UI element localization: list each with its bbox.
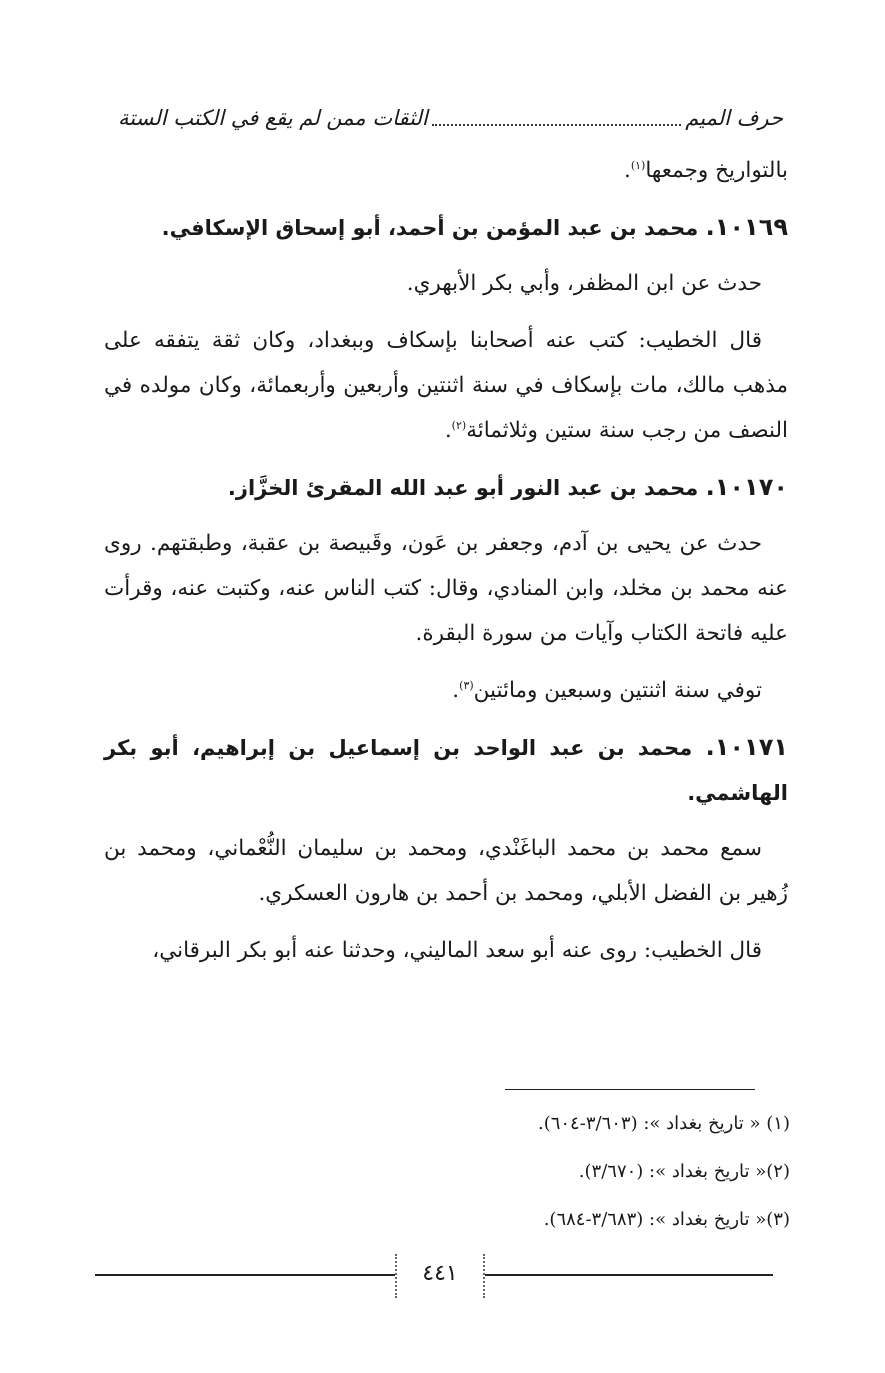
footnote-item: (٢)« تاريخ بغداد »: (٣/٦٧٠). xyxy=(578,1161,790,1182)
footnotes xyxy=(300,1100,790,1244)
footnote-ref: (٣) xyxy=(459,678,474,692)
entry-heading xyxy=(104,725,788,816)
entry-paragraph: قال الخطيب: روى عنه أبو سعد الماليني، وحدثنا عنه أبو بكر البرقاني، xyxy=(152,938,762,963)
footnote-ref: (٢) xyxy=(451,418,467,432)
entry-paragraph: حدث عن يحيى بن آدم، وجعفر بن عَون، وقَبيصة بن عقبة، وطبقتهم. روى عنه محمد بن مخلد، وابن المنادي، وقال: كتب الناس عنه، وكتبت عنه، وقرأت عليه فاتحة الكتاب وآيات من سورة البقرة. xyxy=(104,531,788,646)
entry-name: محمد بن عبد المؤمن بن أحمد، أبو إسحاق الإسكافي. xyxy=(161,216,699,240)
footnote-item: (١) « تاريخ بغداد »: (٣/٦٠٣-٦٠٤). xyxy=(537,1113,790,1134)
entry-paragraph: حدث عن ابن المظفر، وأبي بكر الأبهري. xyxy=(406,271,762,296)
entry-heading xyxy=(104,465,788,511)
entry-paragraph: سمع محمد بن محمد الباغَنْدي، ومحمد بن سليمان النُّعْماني، ومحمد بن زُهير بن الفضل الأبلي، ومحمد بن أحمد بن هارون العسكري. xyxy=(104,836,788,906)
footnote-ref: (١) xyxy=(630,158,646,172)
entry-number: ١٠١٧١. xyxy=(705,733,788,761)
entry-name: محمد بن عبد النور أبو عبد الله المقرئ الخزَّاز. xyxy=(227,476,699,500)
header-chapter-title: حرف الميم xyxy=(685,106,783,130)
entry-heading xyxy=(104,205,788,251)
footer-rule-right xyxy=(485,1274,773,1276)
entry-number: ١٠١٦٩. xyxy=(705,213,788,241)
footer-rule-left xyxy=(95,1274,395,1276)
entry-paragraph: توفي سنة اثنتين وسبعين ومائتين$^{(٣)}$. xyxy=(452,678,762,703)
intro-paragraph: بالتواريخ وجمعها$^{(١)}$. xyxy=(623,158,788,183)
page-number: ٤٤١ xyxy=(395,1254,485,1298)
header-book-title: الثقات ممن لم يقع في الكتب الستة xyxy=(118,106,428,130)
footnote-separator xyxy=(505,1089,755,1090)
entry-number: ١٠١٧٠. xyxy=(705,473,788,501)
header-dot-leader xyxy=(432,110,682,126)
running-header xyxy=(118,98,783,138)
footnote-item: (٣)« تاريخ بغداد »: (٣/٦٨٣-٦٨٤). xyxy=(543,1209,790,1230)
main-text xyxy=(104,148,788,973)
entry-name: محمد بن عبد الواحد بن إسماعيل بن إبراهيم، أبو بكر الهاشمي. xyxy=(104,736,788,805)
entry-paragraph: قال الخطيب: كتب عنه أصحابنا بإسكاف وببغداد، وكان ثقة يتفقه على مذهب مالك، مات بإسكاف في سنة اثنتين وأربعين وأربعمائة، وكان مولده في النصف من رجب سنة ستين وثلاثمائة$^{(٢)}$. xyxy=(104,328,788,443)
